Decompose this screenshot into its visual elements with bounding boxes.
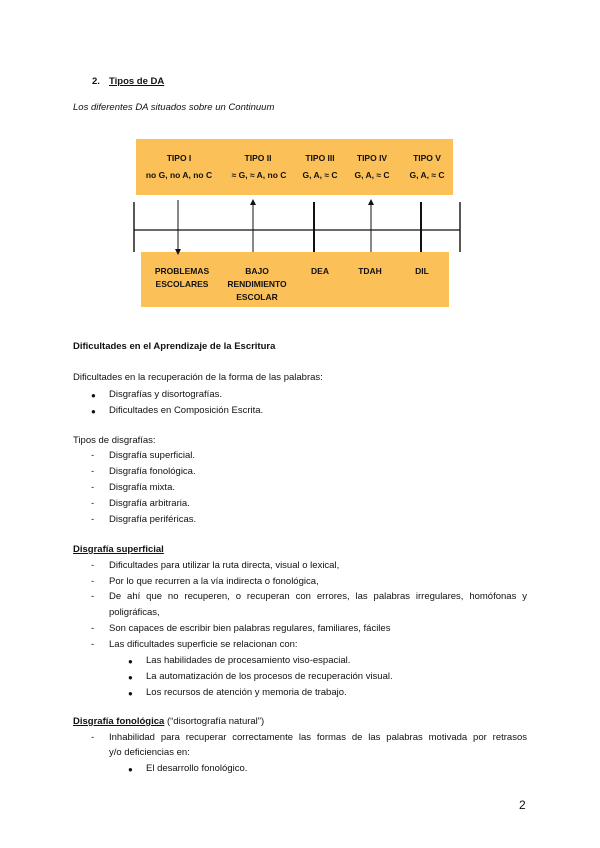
category-1-line2: ESCOLARES — [155, 279, 209, 289]
category-3-line1: DEA — [311, 266, 329, 276]
sub-list-item: La automatización de los procesos de recuperación visual. — [146, 671, 393, 682]
section1-title: Dificultades en el Aprendizaje de la Escritura — [73, 341, 276, 352]
category-4-line1: TDAH — [358, 266, 382, 276]
list-item: Dificultades para utilizar la ruta directa, visual o lexical, — [109, 560, 340, 571]
section3-title-note: (“disortografía natural”) — [166, 716, 265, 727]
types-intro: Tipos de disgrafías: — [73, 435, 156, 446]
bullet-glyph: ● — [128, 689, 133, 698]
continuum-axis — [0, 190, 600, 310]
category-2-line2: RENDIMIENTO — [227, 279, 287, 289]
type-3-formula: G, A, ≈ C — [302, 170, 338, 180]
type-5-formula: G, A, ≈ C — [409, 170, 445, 180]
section2-title: Disgrafía superficial — [73, 544, 164, 555]
sub-list-item: El desarrollo fonológico. — [146, 763, 248, 774]
type-4-name: TIPO IV — [356, 153, 388, 163]
list-item: Disgrafía periféricas. — [109, 514, 197, 525]
list-item: Dificultades en Composición Escrita. — [109, 405, 264, 416]
list-item: Por lo que recurren a la vía indirecta o fonológica, — [109, 576, 319, 587]
dash-glyph: - — [91, 639, 95, 650]
list-item: De ahí que no recuperen, o recuperan con errores, las palabras irregulares, homófonas y — [109, 591, 527, 602]
type-5-name: TIPO V — [413, 153, 441, 163]
type-2-name: TIPO II — [244, 153, 272, 163]
list-item: Las dificultades superficie se relacionan con: — [109, 639, 298, 650]
dash-glyph: - — [91, 498, 95, 509]
sub-list-item: Las habilidades de procesamiento viso-espacial. — [146, 655, 351, 666]
category-5-line1: DIL — [415, 266, 429, 276]
dash-glyph: - — [91, 576, 95, 587]
bullet-glyph: ● — [91, 391, 96, 400]
type-3-name: TIPO III — [305, 153, 335, 163]
bullet-glyph: ● — [128, 765, 133, 774]
section3-heading — [73, 716, 264, 727]
bullet-glyph: ● — [128, 657, 133, 666]
list-item: Disgrafía arbitraria. — [109, 498, 190, 509]
type-4-formula: G, A, ≈ C — [354, 170, 390, 180]
type-1-formula: no G, no A, no C — [145, 170, 213, 180]
list-item-continuation: poligráficas, — [109, 607, 160, 618]
section3-title: Disgrafía fonológica — [73, 716, 165, 727]
section-number: 2. — [92, 76, 100, 87]
dash-glyph: - — [91, 623, 95, 634]
list-item: Disgrafía superficial. — [109, 450, 196, 461]
bullet-glyph: ● — [128, 673, 133, 682]
category-1-line1: PROBLEMAS — [154, 266, 210, 276]
dash-glyph: - — [91, 450, 95, 461]
list-item: Son capaces de escribir bien palabras regulares, familiares, fáciles — [109, 623, 391, 634]
diagram-subtitle: Los diferentes DA situados sobre un Continuum — [73, 102, 275, 113]
type-1-name: TIPO I — [166, 153, 192, 163]
category-2-line1: BAJO — [245, 266, 269, 276]
section-heading: Tipos de DA — [109, 76, 165, 87]
list-item: Disgrafía mixta. — [109, 482, 175, 493]
dash-glyph: - — [91, 591, 95, 602]
category-2-line3: ESCOLAR — [236, 292, 278, 302]
top-types-box — [136, 139, 453, 195]
dash-glyph: - — [91, 560, 95, 571]
list-item: Disgrafías y disortografías. — [109, 389, 222, 400]
sub-list-item: Los recursos de atención y memoria de trabajo. — [146, 687, 347, 698]
dash-glyph: - — [91, 732, 95, 743]
list-item: Inhabilidad para recuperar correctamente las formas de las palabras motivada por retrasos — [109, 732, 527, 743]
list-item-continuation: y/o deficiencias en: — [109, 747, 190, 758]
page-number: 2 — [519, 798, 526, 812]
list-item: Disgrafía fonológica. — [109, 466, 196, 477]
bullet-glyph: ● — [91, 407, 96, 416]
dash-glyph: - — [91, 466, 95, 477]
type-2-formula: ≈ G, ≈ A, no C — [231, 170, 287, 180]
section1-intro: Dificultades en la recuperación de la forma de las palabras: — [73, 372, 323, 383]
dash-glyph: - — [91, 482, 95, 493]
dash-glyph: - — [91, 514, 95, 525]
